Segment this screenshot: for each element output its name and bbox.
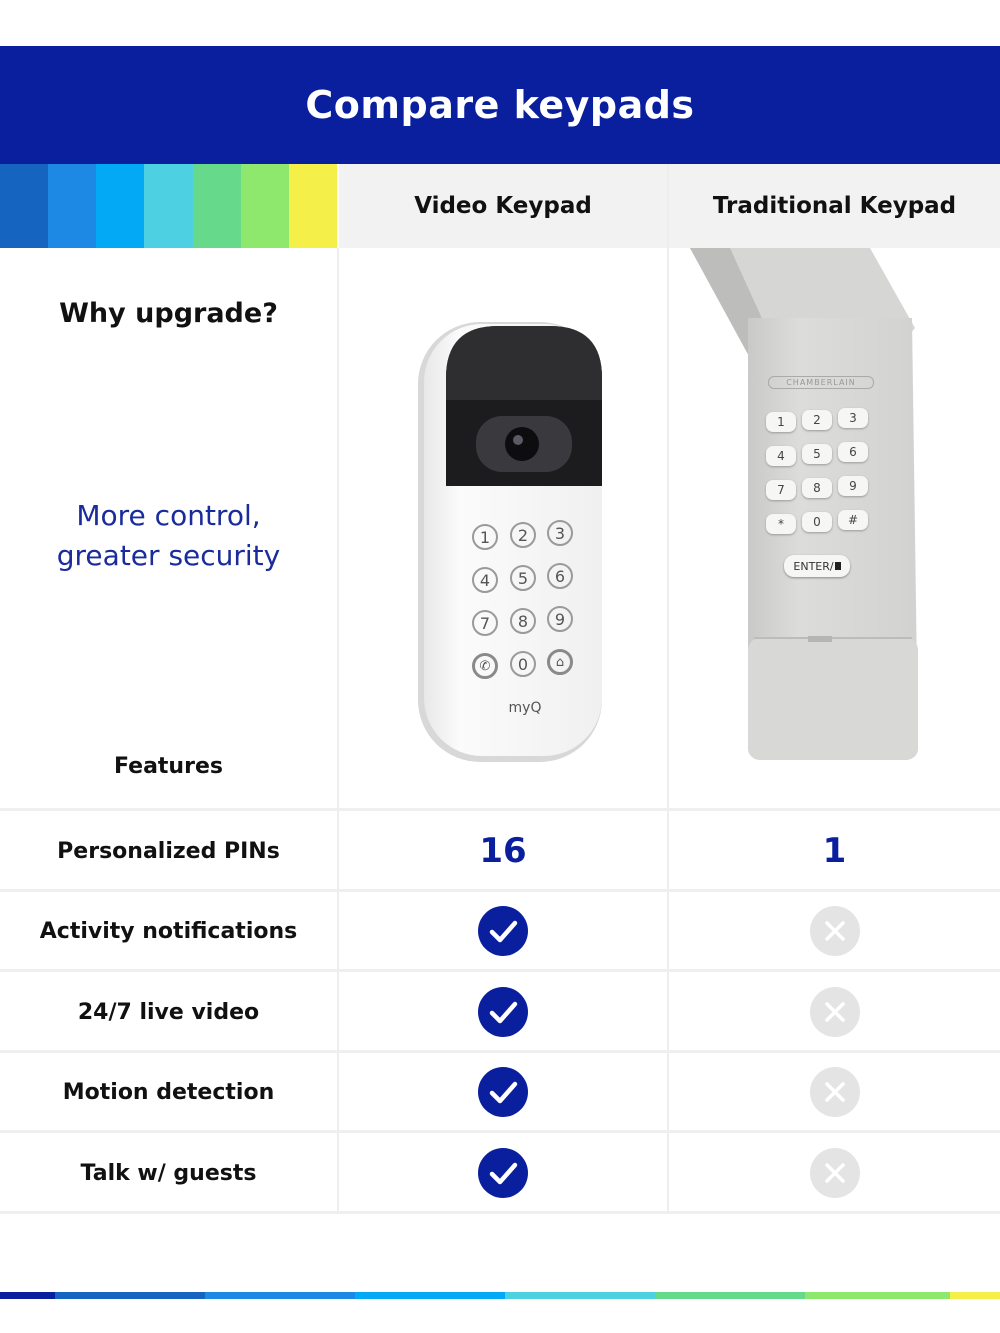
video-keypad-value <box>339 891 667 971</box>
keypad-key: 1 <box>766 412 796 432</box>
stripe <box>0 164 48 248</box>
title-bar <box>0 46 1000 164</box>
traditional-keypad-value <box>669 891 1000 971</box>
stripe <box>144 164 192 248</box>
page-title: Compare keypads <box>305 83 695 127</box>
keypad-key: 8 <box>510 608 536 634</box>
pin-count: 1 <box>822 831 847 871</box>
video-keypad-value <box>339 811 667 891</box>
keypad-key: 6 <box>547 563 573 589</box>
bar-segment <box>950 1292 1000 1299</box>
feature-label: 24/7 live video <box>77 999 260 1025</box>
bar-segment <box>655 1292 805 1299</box>
tagline-line: greater security <box>56 539 281 572</box>
table-row <box>0 972 1000 1052</box>
stripe <box>289 164 337 248</box>
bar-segment <box>355 1292 505 1299</box>
stripe <box>48 164 96 248</box>
bar-segment <box>55 1292 205 1299</box>
video-keypad-value <box>339 1133 667 1213</box>
bar-segment <box>0 1292 55 1299</box>
keypad-key: 8 <box>802 478 832 498</box>
column-header-traditional-keypad: Traditional Keypad <box>669 164 1000 248</box>
traditional-keypad-value <box>669 972 1000 1052</box>
phone-icon: ✆ <box>472 653 498 679</box>
bar-segment <box>805 1292 950 1299</box>
row-divider <box>0 1211 1000 1214</box>
keypad-key: * <box>766 514 796 534</box>
bar-segment <box>205 1292 355 1299</box>
keypad-key: 9 <box>547 606 573 632</box>
keypad-key: 2 <box>802 410 832 430</box>
pin-count: 16 <box>479 831 527 871</box>
cross-icon <box>810 987 860 1037</box>
traditional-keypad-keys <box>764 406 874 536</box>
garage-icon: ⌂ <box>547 649 573 675</box>
traditional-keypad-value <box>669 811 1000 891</box>
enter-key <box>784 555 850 577</box>
table-row <box>0 1052 1000 1132</box>
stripe <box>193 164 241 248</box>
column-header-video-keypad: Video Keypad <box>339 164 667 248</box>
bottom-color-bar <box>0 1292 1000 1299</box>
feature-label: Activity notifications <box>39 918 298 944</box>
cross-icon <box>810 906 860 956</box>
enter-key-label: ENTER/ <box>793 559 834 573</box>
myq-logo: myQ <box>508 700 542 716</box>
chamberlain-logo: CHAMBERLAIN <box>768 376 874 389</box>
table-row <box>0 811 1000 891</box>
tagline-line: More control, <box>76 499 261 532</box>
keypad-key: 9 <box>838 476 868 496</box>
keypad-key: 4 <box>766 446 796 466</box>
stripe <box>96 164 144 248</box>
video-keypad-value <box>339 972 667 1052</box>
check-icon <box>478 1148 528 1198</box>
keypad-key: 0 <box>510 651 536 677</box>
keypad-key: 2 <box>510 522 536 548</box>
traditional-keypad-value <box>669 1052 1000 1132</box>
keypad-key: 1 <box>472 524 498 550</box>
keypad-key: # <box>838 510 868 530</box>
check-icon <box>478 987 528 1037</box>
tagline <box>0 496 337 576</box>
enter-block-icon <box>835 562 841 570</box>
keypad-key: 5 <box>802 444 832 464</box>
keypad-key: 7 <box>766 480 796 500</box>
traditional-keypad-value <box>669 1133 1000 1213</box>
video-keypad-keys <box>470 518 580 688</box>
check-icon <box>478 906 528 956</box>
keypad-key: 4 <box>472 567 498 593</box>
table-row <box>0 891 1000 971</box>
why-upgrade-heading: Why upgrade? <box>59 298 278 329</box>
feature-label: Personalized PINs <box>57 838 280 864</box>
check-icon <box>478 1067 528 1117</box>
cross-icon <box>810 1148 860 1198</box>
keypad-key: 3 <box>838 408 868 428</box>
table-row <box>0 1133 1000 1213</box>
video-keypad-value <box>339 1052 667 1132</box>
keypad-key: 3 <box>547 520 573 546</box>
feature-label: Motion detection <box>62 1079 275 1105</box>
features-heading: Features <box>114 754 223 779</box>
cross-icon <box>810 1067 860 1117</box>
keypad-key: 5 <box>510 565 536 591</box>
color-stripes <box>0 164 337 248</box>
bar-segment <box>505 1292 655 1299</box>
stripe <box>241 164 289 248</box>
keypad-key: 0 <box>802 512 832 532</box>
feature-label: Talk w/ guests <box>80 1160 257 1186</box>
keypad-key: 7 <box>472 610 498 636</box>
keypad-key: 6 <box>838 442 868 462</box>
